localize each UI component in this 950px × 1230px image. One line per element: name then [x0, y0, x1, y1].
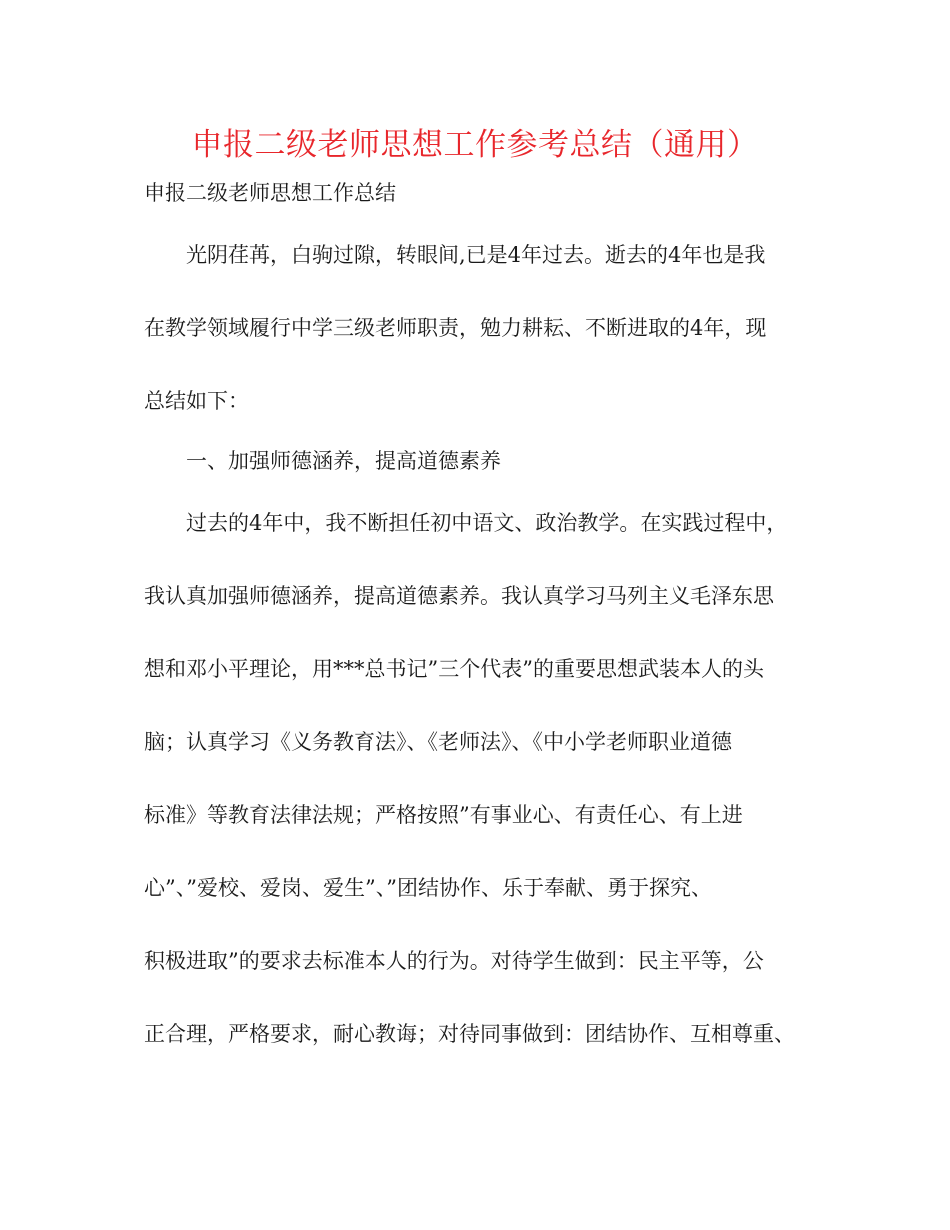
- paragraph-line: 在教学领域履行中学三级老师职责，勉力耕耘、不断进取的4年，现: [144, 316, 767, 340]
- paragraph-line: 正合理，严格要求，耐心教诲；对待同事做到：团结协作、互相尊重、: [144, 1022, 795, 1046]
- section-heading: 一、加强师德涵养，提高道德素养: [186, 449, 501, 473]
- paragraph-line: 心”、”爱校、爱岗、爱生”、”团结协作、乐于奉献、勇于探究、: [144, 876, 712, 900]
- paragraph-line: 光阴荏苒，白驹过隙，转眼间,已是4年过去。逝去的4年也是我: [186, 243, 766, 267]
- paragraph-line: 积极进取”的要求去标准本人的行为。对待学生做到：民主平等，公: [144, 949, 764, 973]
- paragraph-line: 想和邓小平理论，用***总书记”三个代表”的重要思想武装本人的头: [144, 657, 764, 681]
- document-subtitle: 申报二级老师思想工作总结: [144, 181, 396, 205]
- paragraph-line: 标准》等教育法律法规；严格按照”有事业心、有责任心、有上进: [144, 803, 743, 827]
- paragraph-line: 总结如下：: [144, 389, 249, 413]
- paragraph-line: 我认真加强师德涵养，提高道德素养。我认真学习马列主义毛泽东思: [144, 584, 774, 608]
- document-title: 申报二级老师思想工作参考总结（通用）: [191, 127, 759, 163]
- paragraph-line: 脑；认真学习《义务教育法》、《老师法》、《中小学老师职业道德: [144, 730, 732, 754]
- paragraph-line: 过去的4年中，我不断担任初中语文、政治教学。在实践过程中，: [186, 511, 788, 535]
